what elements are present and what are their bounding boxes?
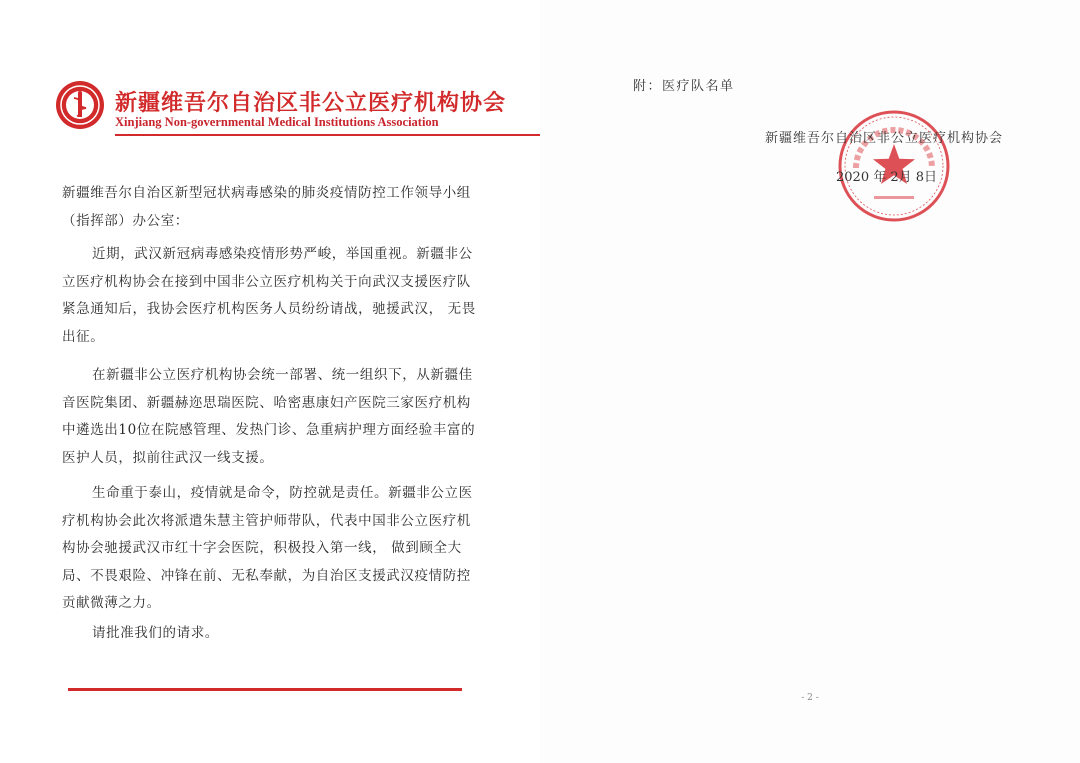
signature-date: 2020 年 2月 8日 (836, 170, 938, 185)
addressee-line-1: 新疆维吾尔自治区新型冠状病毒感染的肺炎疫情防控工作领导小组 (62, 185, 471, 201)
paragraph-text: 近期，武汉新冠病毒感染疫情形势严峻，举国重视。新疆非公立医疗机构协会在接到中国非公立医疗机构关于向武汉支援医疗队紧急通知后，我协会医疗机构医务人员纷纷请战，驰援武汉， 无畏出征。 (62, 246, 476, 345)
paragraph-text: 在新疆非公立医疗机构协会统一部署、统一组织下，从新疆佳音医院集团、新疆赫迩思瑞医院、哈密惠康妇产医院三家医疗机构中遴选出10位在院感管理、发热门诊、急重病护理方面经验丰富的医护人员，拟前往武汉一线支援。 (62, 367, 476, 466)
page-number: - 2 - (801, 693, 819, 703)
addressee-line-2: （指挥部）办公室： (62, 212, 189, 229)
signer-name: 新疆维吾尔自治区非公立医疗机构协会 (765, 131, 1004, 146)
paragraph-3 (62, 480, 482, 618)
paragraph-2 (62, 362, 482, 472)
letterhead-divider (115, 134, 553, 136)
paragraph-text: 生命重于泰山，疫情就是命令，防控就是责任。新疆非公立医疗机构协会此次将派遣朱慧主管护师带队，代表中国非公立医疗机构协会驰援武汉市红十字会医院，积极投入第一线， 做到顾全大局、不畏艰险、冲锋在前、无私奉献，为自治区支援武汉疫情防控贡献微薄之力。 (62, 485, 473, 611)
attachment-note: 附：医疗队名单 (633, 79, 735, 94)
paragraph-1 (62, 241, 482, 351)
org-name-chinese: 新疆维吾尔自治区非公立医疗机构协会 (115, 91, 507, 116)
medical-association-logo-icon (55, 80, 105, 130)
footer-divider (68, 688, 462, 691)
letterhead (55, 78, 507, 138)
org-name-english: Xinjiang Non-governmental Medical Institutions Association (115, 115, 439, 129)
paragraph-text: 请批准我们的请求。 (92, 625, 219, 641)
paragraph-4 (62, 620, 482, 648)
addressee (62, 180, 482, 235)
right-page (540, 0, 1080, 763)
